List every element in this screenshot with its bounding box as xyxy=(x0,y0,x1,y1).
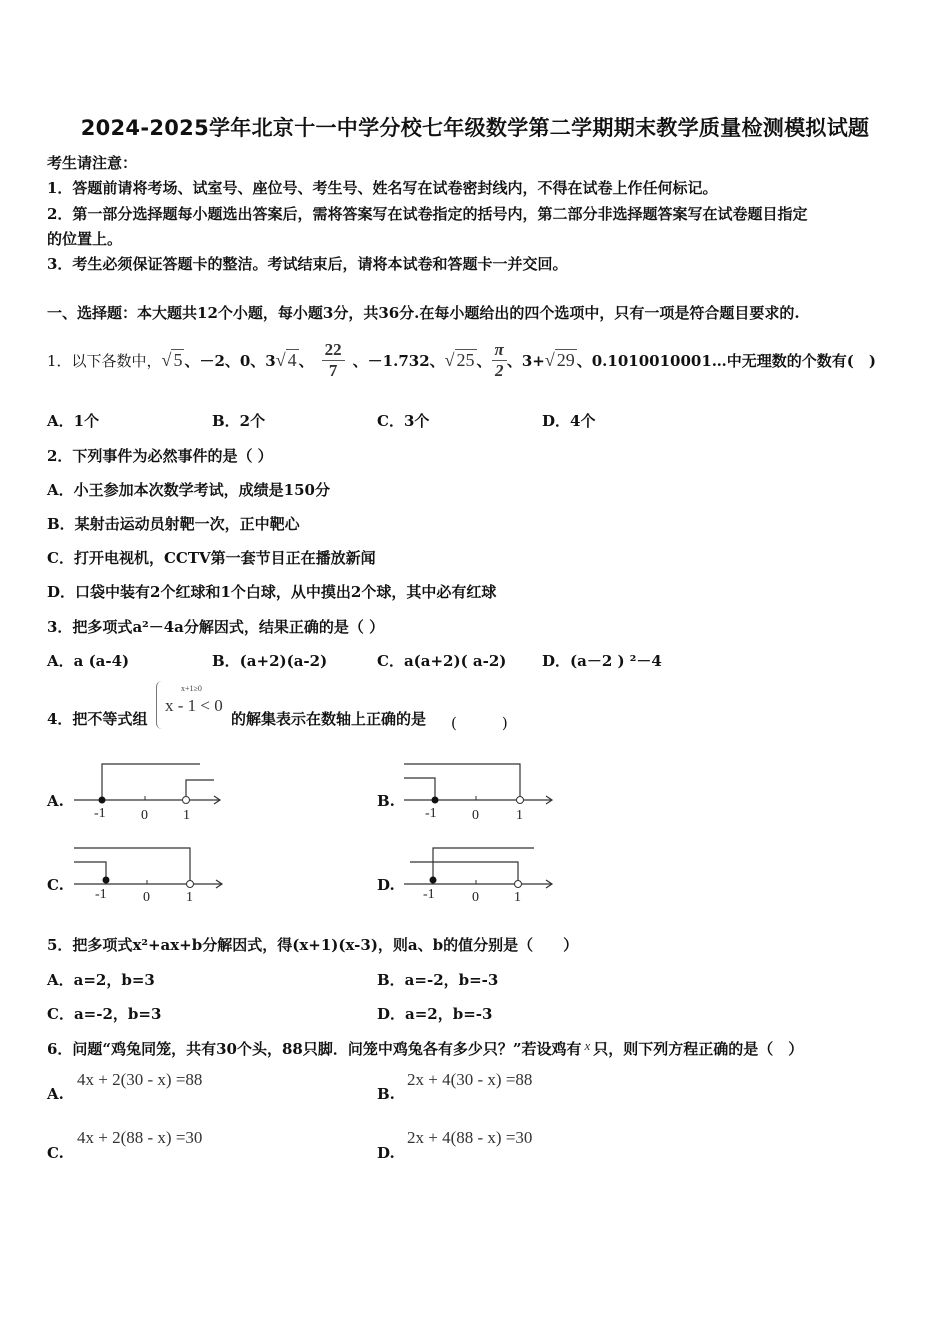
solution-bracket xyxy=(74,862,106,884)
tick-label: -1 xyxy=(423,887,435,902)
question-4-stem-post: 的解集表示在数轴上正确的是 xyxy=(231,710,427,728)
notice-item: 1．答题前请将考场、试室号、座位号、考生号、姓名写在试卷密封线内，不得在试卷上作任何标记。 xyxy=(47,179,718,197)
tick-label: 0 xyxy=(143,890,150,905)
q5-option-c[interactable]: C．a=-2，b=3 xyxy=(47,1005,162,1023)
tick-label: 1 xyxy=(183,808,190,823)
tick-label: -1 xyxy=(94,806,106,821)
notice-item: 的位置上。 xyxy=(47,230,123,248)
solution-bracket xyxy=(404,764,520,800)
solution-bracket xyxy=(186,780,214,800)
open-dot xyxy=(187,881,194,888)
open-dot xyxy=(183,797,190,804)
q2-option-a[interactable]: A．小王参加本次数学考试，成绩是150分 xyxy=(47,481,330,499)
q6-text: 只，则下列方程正确的是（ ） xyxy=(593,1040,804,1058)
solution-bracket xyxy=(410,862,518,884)
tick-label: -1 xyxy=(95,887,107,902)
number-line-b xyxy=(400,756,560,826)
q1-text: 、 xyxy=(476,351,492,370)
tick-label: 0 xyxy=(472,890,479,905)
solution-bracket xyxy=(404,778,435,800)
sqrt-25: √ 25 xyxy=(444,349,475,370)
q1-text: 、0.1010010001…中无理数的个数有( ) xyxy=(576,351,876,370)
q5-option-b[interactable]: B．a=-2，b=-3 xyxy=(377,971,499,989)
tick-label: 1 xyxy=(514,890,521,905)
q6-option-b-label[interactable]: B. xyxy=(377,1085,395,1103)
q1-text: 、3+ xyxy=(506,351,545,370)
q4-option-a[interactable]: A. xyxy=(47,792,64,810)
q1-option-c[interactable]: C．3个 xyxy=(377,412,430,430)
solution-bracket xyxy=(74,848,190,884)
open-dot xyxy=(517,797,524,804)
answer-paren: ( ) xyxy=(451,714,508,732)
fraction-pi-2: $\frac{\pi}{2}$ xyxy=(492,340,507,381)
q1-text: 、－1.732、 xyxy=(352,351,445,370)
q6-option-a-equation: 4x + 2(30 - x) =88 xyxy=(77,1070,203,1089)
fraction-22-7: $\frac{22}{7}$ xyxy=(322,340,345,381)
q1-text: 、－2、0、3 xyxy=(184,351,276,370)
q6-option-c-equation: 4x + 2(88 - x) =30 xyxy=(77,1128,203,1147)
q3-option-d[interactable]: D．(a－2 ) ²－4 xyxy=(542,652,662,670)
closed-dot xyxy=(432,797,439,804)
closed-dot xyxy=(99,797,106,804)
q1-number: 1．以下各数中， xyxy=(47,351,162,370)
q2-option-b[interactable]: B．某射击运动员射靶一次，正中靶心 xyxy=(47,515,300,533)
question-2-stem: 2．下列事件为必然事件的是（ ） xyxy=(47,447,273,465)
q6-option-b-equation: 2x + 4(30 - x) =88 xyxy=(407,1070,533,1089)
solution-bracket xyxy=(433,848,534,884)
q3-option-a[interactable]: A．a (a-4) xyxy=(47,652,130,670)
question-3-stem: 3．把多项式a²－4a分解因式，结果正确的是（ ） xyxy=(47,618,385,636)
q6-option-c-label[interactable]: C. xyxy=(47,1144,64,1162)
q3-option-b[interactable]: B．(a+2)(a-2) xyxy=(212,652,328,670)
q6-option-a-label[interactable]: A. xyxy=(47,1085,64,1103)
open-dot xyxy=(515,881,522,888)
question-4-stem-pre: 4．把不等式组 xyxy=(47,710,148,728)
q1-option-b[interactable]: B．2个 xyxy=(212,412,266,430)
q6-option-d-label[interactable]: D. xyxy=(377,1144,395,1162)
closed-dot xyxy=(103,877,110,884)
q3-option-c[interactable]: C．a(a+2)( a-2) xyxy=(377,652,507,670)
q2-option-d[interactable]: D．口袋中装有2个红球和1个白球，从中摸出2个球，其中必有红球 xyxy=(47,583,497,601)
question-6-stem xyxy=(47,1038,803,1059)
tick-label: 0 xyxy=(472,808,479,823)
number-line-a xyxy=(70,756,230,826)
q6-text: 6．问题“鸡兔同笼，共有30个头，88只脚．问笼中鸡兔各有多少只？”若设鸡有 xyxy=(47,1040,582,1058)
q1-option-d[interactable]: D．4个 xyxy=(542,412,596,430)
question-5-stem: 5．把多项式x²+ax+b分解因式，得(x+1)(x-3)，则a、b的值分别是（ ） xyxy=(47,936,579,954)
q1-text: 、 xyxy=(298,351,314,370)
tick-label: 0 xyxy=(141,808,148,823)
q4-option-c[interactable]: C. xyxy=(47,876,64,894)
q1-option-a[interactable]: A．1个 xyxy=(47,412,100,430)
tick-label: 1 xyxy=(186,890,193,905)
sqrt-29: √ 29 xyxy=(544,349,575,370)
number-line-d xyxy=(400,840,560,910)
tick-label: -1 xyxy=(425,806,437,821)
notice-item: 3．考生必须保证答题卡的整洁。考试结束后，请将本试卷和答题卡一并交回。 xyxy=(47,255,568,273)
closed-dot xyxy=(430,877,437,884)
number-line-c xyxy=(70,840,230,910)
sqrt-4: √ 4 xyxy=(275,349,297,370)
inequality-top: x+1≥0 xyxy=(181,684,202,693)
page-title: 2024-2025学年北京十一中学分校七年级数学第二学期期末教学质量检测模拟试题 xyxy=(80,116,870,140)
q2-option-c[interactable]: C．打开电视机，CCTV第一套节目正在播放新闻 xyxy=(47,549,376,567)
notice-heading: 考生请注意： xyxy=(47,154,138,172)
question-1-stem xyxy=(47,336,876,384)
q6-option-d-equation: 2x + 4(88 - x) =30 xyxy=(407,1128,533,1147)
q4-option-b[interactable]: B. xyxy=(377,792,395,810)
variable-x: x xyxy=(584,1038,591,1053)
q4-option-d[interactable]: D. xyxy=(377,876,395,894)
notice-item: 2．第一部分选择题每小题选出答案后，需将答案写在试卷指定的括号内，第二部分非选择题答案写在试卷题目指定 xyxy=(47,205,808,223)
tick-label: 1 xyxy=(516,808,523,823)
solution-bracket xyxy=(102,764,200,800)
inequality-bottom: x - 1 < 0 xyxy=(165,696,223,715)
q5-option-d[interactable]: D．a=2，b=-3 xyxy=(377,1005,493,1023)
inequality-system xyxy=(156,681,231,729)
sqrt-5: √ 5 xyxy=(161,349,183,370)
section-heading: 一、选择题：本大题共12个小题，每小题3分，共36分.在每小题给出的四个选项中，只有一项是符合题目要求的. xyxy=(47,304,800,322)
q5-option-a[interactable]: A．a=2，b=3 xyxy=(47,971,155,989)
